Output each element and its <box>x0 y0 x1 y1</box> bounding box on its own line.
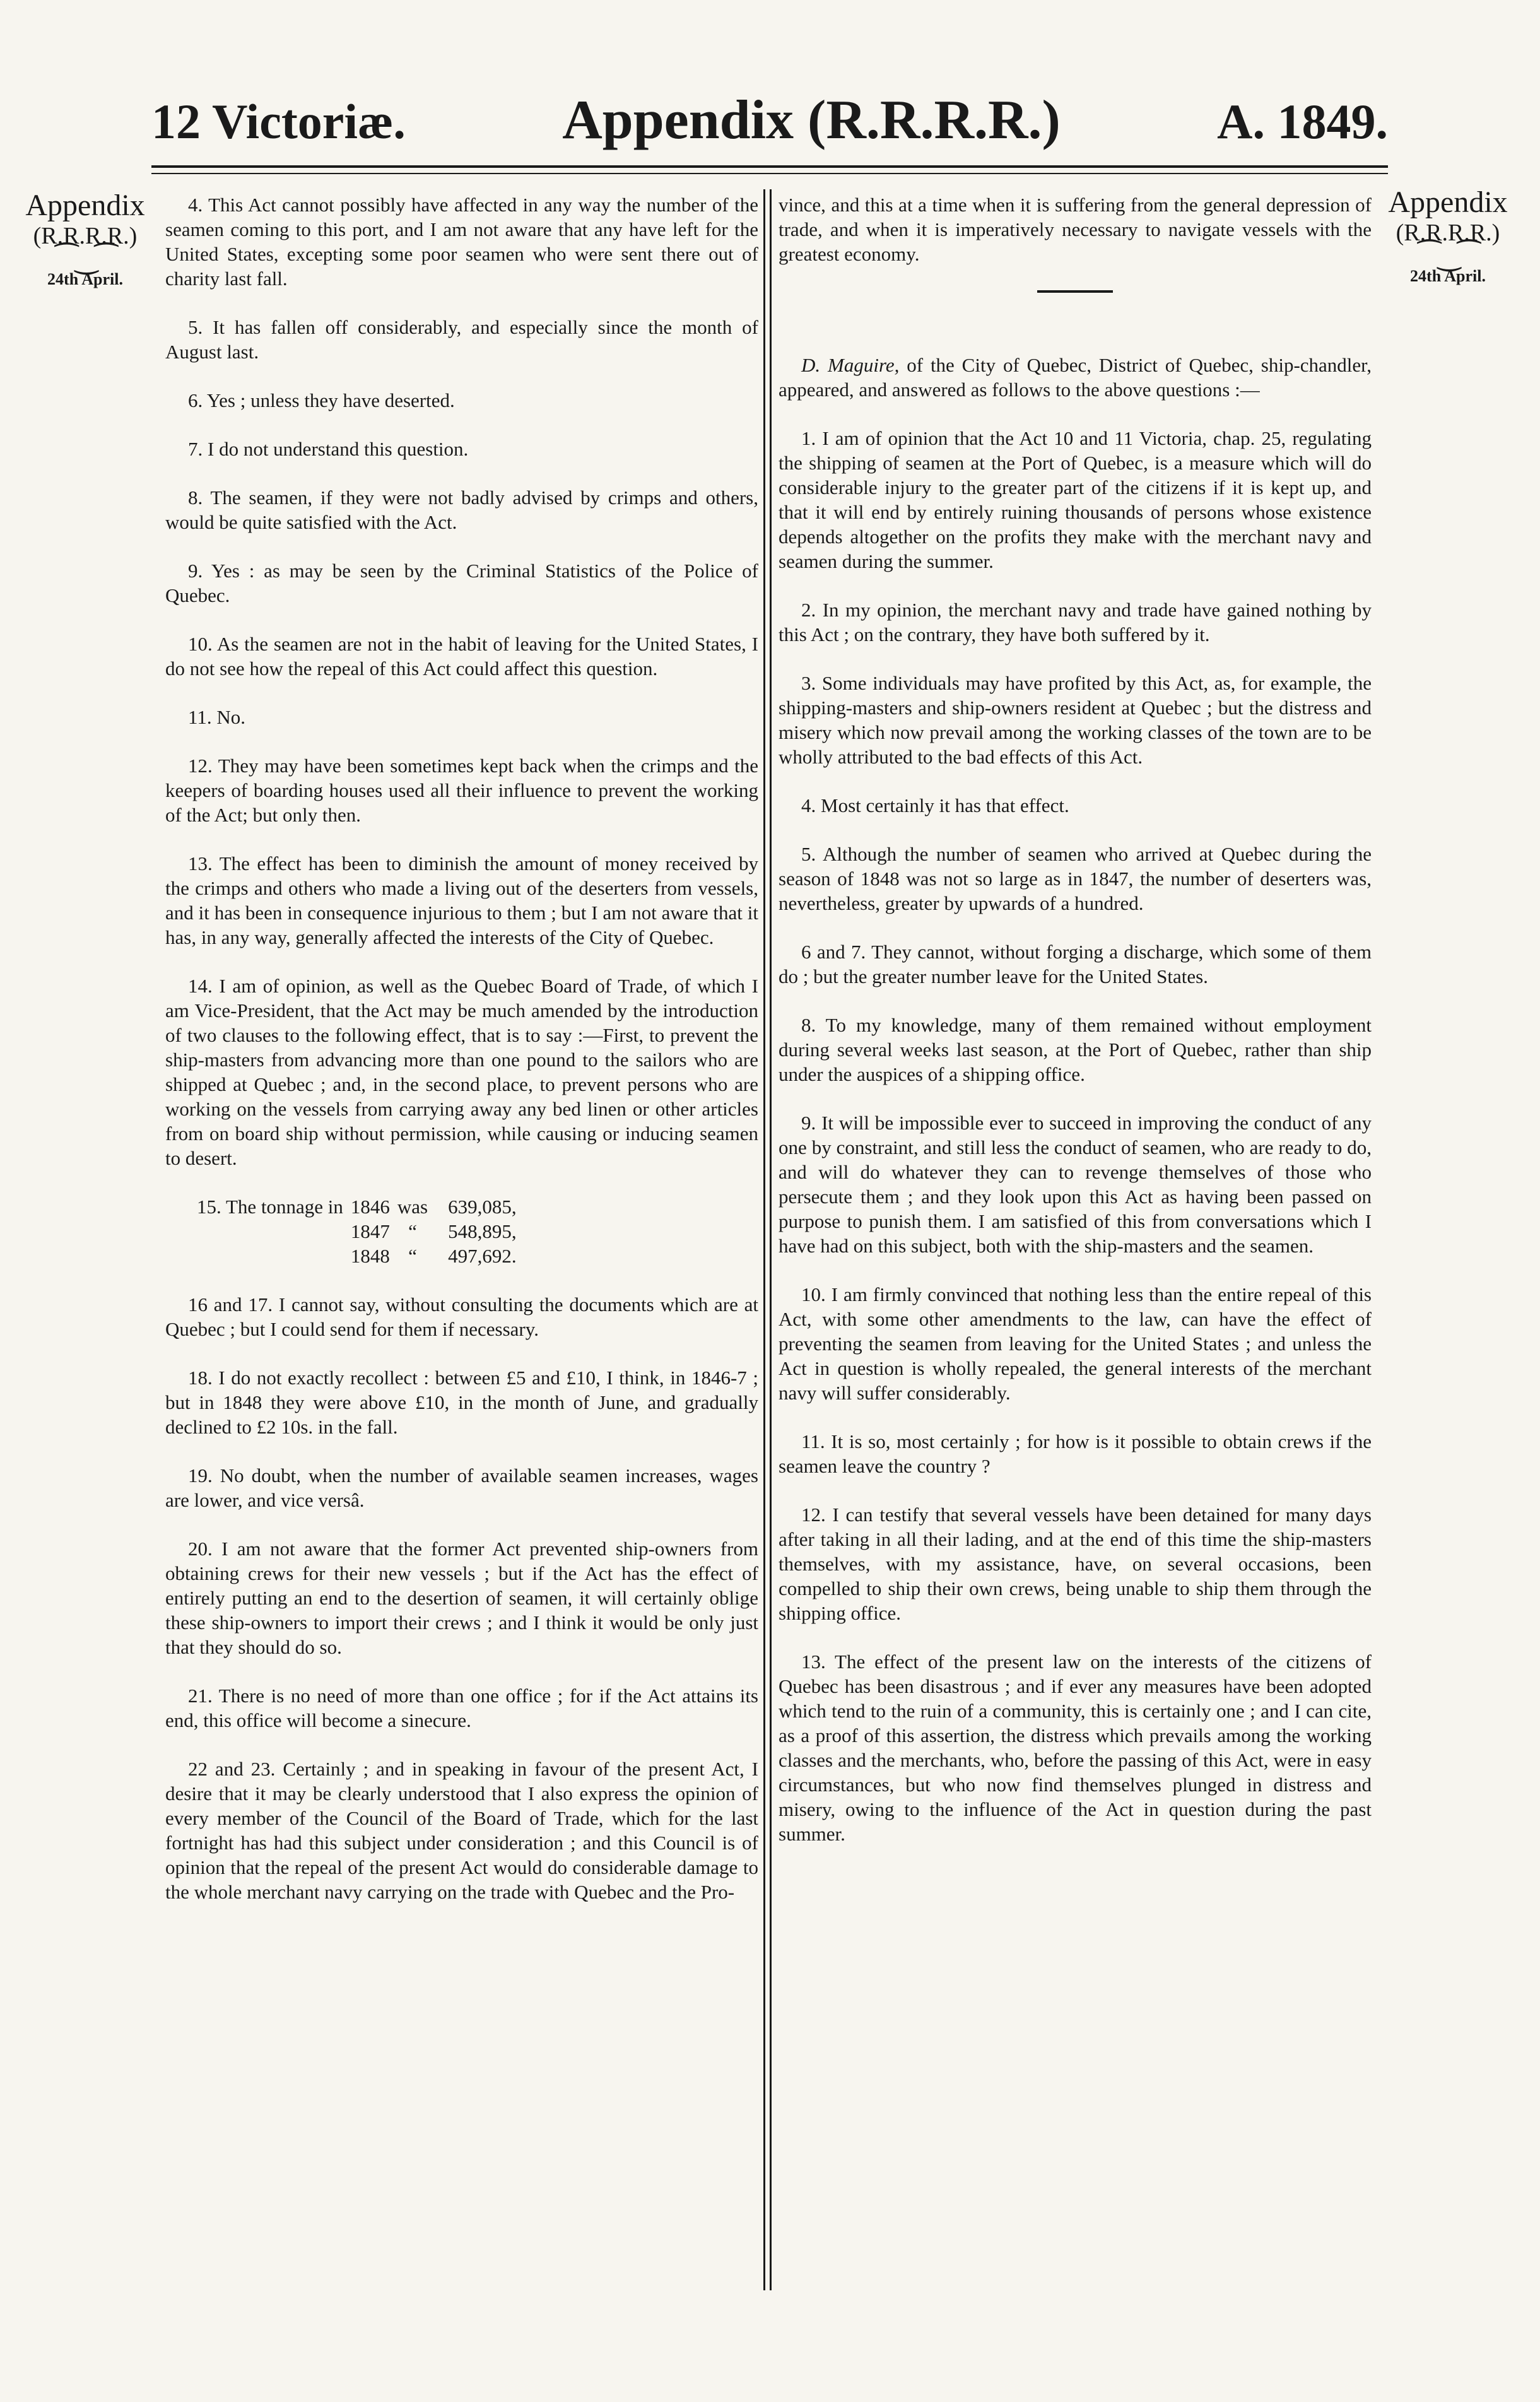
answer-paragraph: 11. It is so, most certainly ; for how is it possible to obtain crews if the seamen leave the country ? <box>779 1430 1372 1477</box>
answer-paragraph: 5. Although the number of seamen who arrived at Quebec during the season of 1848 was not so large as in 1847, the number of deserters was, nevertheless, greater by upwards of a hundred. <box>779 843 1372 914</box>
answer-paragraph: 8. To my knowledge, many of them remained without employment during several weeks last season, at the Port of Quebec, rather than ship under the auspices of a shipping office. <box>779 1014 1372 1085</box>
section-divider <box>1037 290 1113 293</box>
answer-paragraph: 6. Yes ; unless they have deserted. <box>188 389 455 411</box>
tonnage-table <box>165 1194 758 1268</box>
continued-paragraph: vince, and this at a time when it is suffering from the general depression of trade, and when it is imperatively necessary to navigate vessels with the greatest economy. <box>779 194 1372 265</box>
answer-paragraph: 16 and 17. I cannot say, without consulting the documents which are at Quebec ; but I could send for them if necessary. <box>165 1293 758 1340</box>
answer-paragraph: 10. As the seamen are not in the habit of leaving for the United States, I do not see how the repeal of this Act could affect this question. <box>165 633 758 680</box>
tonnage-year: 1847 <box>350 1220 390 1242</box>
page-header <box>151 88 1388 158</box>
witness-intro <box>779 353 1372 402</box>
witness-intro-text: of the City of Quebec, District of Quebec, ship-chandler, appeared, and answered as follows to the above questions :— <box>779 354 1372 401</box>
tonnage-word: “ <box>408 1245 417 1267</box>
tonnage-word: was <box>397 1196 428 1218</box>
answer-paragraph: 12. They may have been sometimes kept back when the crimps and the keepers of boarding houses used all their influence to prevent the working of the Act; but only then. <box>165 755 758 826</box>
margin-label: Appendix <box>25 189 145 222</box>
answer-paragraph: 14. I am of opinion, as well as the Quebec Board of Trade, of which I am Vice-President, that the Act may be much amended by the introduction of two clauses to the following effect, that is to say :—First, to prevent the ship-masters from advancing more than one pound to the sailors who are shipped at Quebec ; and, in the second place, to prevent persons who are working on the vessels from carrying away any bed linen or other articles from on board ship without permission, while causing or inducing seamen to desert. <box>165 975 758 1169</box>
right-column <box>779 192 1372 1870</box>
answer-paragraph: 7. I do not understand this question. <box>188 438 469 460</box>
margin-flourish: ⁀‿⁀ <box>55 244 115 274</box>
answer-paragraph: 18. I do not exactly recollect : between £5 and £10, I think, in 1846-7 ; but in 1848 they were above £10, in the month of June, and gradually declined to £2 10s. in the fall. <box>165 1367 758 1438</box>
answer-paragraph: 6 and 7. They cannot, without forging a discharge, which some of them do ; but the greater number leave for the United States. <box>779 941 1372 987</box>
tonnage-value: 639,085, <box>448 1196 517 1218</box>
answer-paragraph: 13. The effect has been to diminish the amount of money received by the crimps and others who made a living out of the deserters from vessels, and it has been in consequence injurious to them ; but I am not aware that it has, in any way, generally affected the interests of the City of Quebec. <box>165 852 758 948</box>
answer-paragraph: 13. The effect of the present law on the interests of the citizens of Quebec has been disastrous ; and if ever any measures have been adopted which tend to the ruin of a community, this is certainly one ; and I can cite, as a proof of this assertion, the distress which prevails among the working classes and the merchants, who, before the passing of this Act, were in easy circumstances, but who now find themselves plunged in distress and misery, owing to the influence of the Act in question during the past summer. <box>779 1651 1372 1845</box>
answer-paragraph: 21. There is no need of more than one office ; for if the Act attains its end, this office will become a sinecure. <box>165 1685 758 1731</box>
column-divider <box>770 189 772 2290</box>
left-column <box>165 192 758 1928</box>
answer-paragraph: 2. In my opinion, the merchant navy and trade have gained nothing by this Act ; on the contrary, they have both suffered by it. <box>779 599 1372 645</box>
margin-note-left <box>13 189 158 290</box>
margin-code: (R.R.R.R.) <box>33 223 138 249</box>
answer-paragraph: 20. I am not aware that the former Act prevented ship-owners from obtaining crews for their new vessels ; but if the Act has the effect of entirely putting an end to the desertion of seamen, it will certainly oblige these ship-owners to import their crews ; and I think it would be only just that they should do so. <box>165 1538 758 1658</box>
answer-paragraph: 5. It has fallen off considerably, and especially since the month of August last. <box>165 316 758 363</box>
answer-paragraph: 9. Yes : as may be seen by the Criminal Statistics of the Police of Quebec. <box>165 560 758 606</box>
answer-paragraph: 4. Most certainly it has that effect. <box>801 794 1069 816</box>
answer-paragraph: 10. I am firmly convinced that nothing less than the entire repeal of this Act, with some other amendments to the law, can have the effect of preventing the seamen from leaving for the United States ; and unless the Act in question is wholly repealed, the general interests of the merchant navy will suffer considerably. <box>779 1283 1372 1404</box>
tonnage-label: 15. The tonnage in <box>197 1196 343 1218</box>
answer-paragraph: 3. Some individuals may have profited by this Act, as, for example, the shipping-masters and ship-owners resident at Quebec ; but the distress and misery which now prevail among the working classes of the town are to be wholly attributed to the bad effects of this Act. <box>779 672 1372 768</box>
tonnage-year: 1846 <box>350 1196 390 1218</box>
margin-label: Appendix <box>1388 185 1508 219</box>
answer-paragraph: 11. No. <box>188 706 245 728</box>
tonnage-value: 548,895, <box>448 1220 517 1242</box>
header-year: A. 1849. <box>1217 94 1388 149</box>
answer-paragraph: 4. This Act cannot possibly have affected in any way the number of the seamen coming to this port, and I am not aware that any have left for the United States, excepting some poor seamen who were sent there out of charity last fall. <box>165 194 758 290</box>
tonnage-word: “ <box>408 1220 417 1242</box>
margin-flourish: ⁀‿⁀ <box>1418 240 1478 271</box>
answer-paragraph: 1. I am of opinion that the Act 10 and 11 Victoria, chap. 25, regulating the shipping of seamen at the Port of Quebec, is a measure which will do considerable injury to the greater part of the citizens if it is kept up, and that it will end by entirely ruining thousands of persons whose existence depends altogether on the profits they make with the merchant navy and seamen during the summer. <box>779 427 1372 572</box>
column-divider <box>763 189 765 2290</box>
header-rule-thick <box>151 165 1388 168</box>
margin-date: 24th April. <box>47 270 123 288</box>
answer-paragraph: 19. No doubt, when the number of available seamen increases, wages are lower, and vice versâ. <box>165 1464 758 1511</box>
header-session: 12 Victoriæ. <box>151 94 406 149</box>
header-rule-thin <box>151 173 1388 174</box>
answer-paragraph: 22 and 23. Certainly ; and in speaking in favour of the present Act, I desire that it may be clearly understood that I also express the opinion of every member of the Council of the Board of Trade, which for the last fortnight has had this subject under consideration ; and this Council is of opinion that the repeal of the present Act would do considerable damage to the whole merchant navy carrying on the trade with Quebec and the Pro- <box>165 1758 758 1903</box>
margin-code: (R.R.R.R.) <box>1396 220 1500 246</box>
tonnage-year: 1848 <box>350 1245 390 1267</box>
answer-paragraph: 8. The seamen, if they were not badly advised by crimps and others, would be quite satisfied with the Act. <box>165 486 758 533</box>
margin-date: 24th April. <box>1410 267 1486 285</box>
answer-paragraph: 12. I can testify that several vessels have been detained for many days after taking in all their lading, and at the end of this time the ship-masters themselves, with my assistance, have, on several occasions, been compelled to ship their own crews, being unable to ship them through the shipping office. <box>779 1504 1372 1624</box>
tonnage-value: 497,692. <box>448 1245 517 1267</box>
witness-name: D. Maguire, <box>801 354 900 376</box>
header-title: Appendix (R.R.R.R.) <box>562 90 1061 151</box>
answer-paragraph: 9. It will be impossible ever to succeed in improving the conduct of any one by constraint, and still less the conduct of seamen, who are ready to do, and will do whatever they can to revenge themselves of those who persecute them ; and they look upon this Act as having been passed on purpose to punish them. I am satisfied of this from conversations which I have had on this subject, both with the ship-masters and the seamen. <box>779 1112 1372 1257</box>
margin-note-right <box>1375 186 1520 287</box>
